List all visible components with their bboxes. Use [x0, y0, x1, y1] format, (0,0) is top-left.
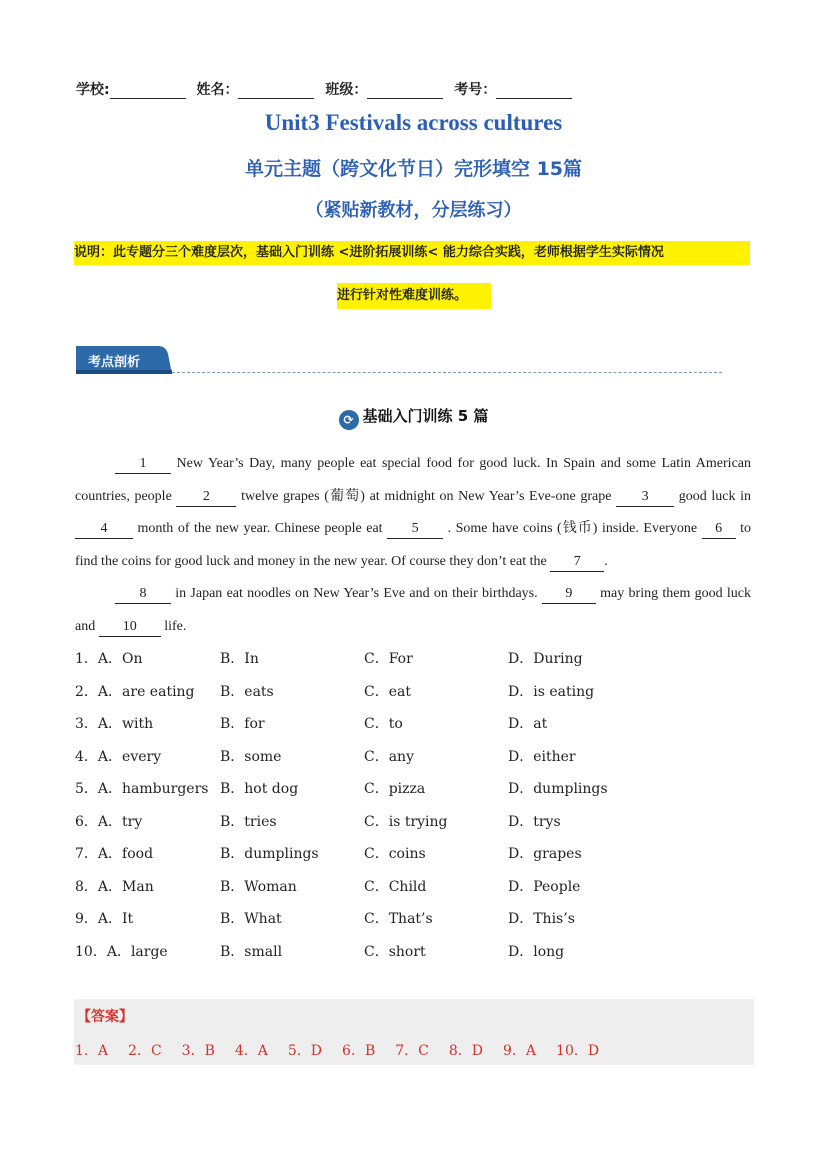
- school-label: 学校:: [76, 82, 110, 98]
- passage-text: New Year’s Day, many people eat special food for good luck. In Spain and some Latin American countries, people: [75, 456, 751, 504]
- class-blank[interactable]: [367, 84, 443, 99]
- page-subtitle-2: （紧贴新教材，分层练习）: [305, 200, 522, 221]
- option-d[interactable]: D．People: [508, 878, 581, 895]
- option-b[interactable]: B．for: [220, 716, 265, 732]
- blank-9[interactable]: 9: [542, 585, 596, 604]
- option-b[interactable]: B．In: [220, 651, 259, 667]
- blank-3[interactable]: 3: [616, 488, 674, 507]
- option-d[interactable]: D．grapes: [508, 846, 582, 862]
- option-row-2: [75, 676, 755, 709]
- option-row-1: [75, 643, 755, 676]
- option-b[interactable]: B．Woman: [220, 878, 297, 895]
- option-a-text: A．every: [97, 748, 162, 765]
- note-line-1: 说明：此专题分三个难度层次，基础入门训练 <进阶拓展训练< 能力综合实践，老师根据学生实际情况: [74, 241, 750, 265]
- option-b[interactable]: B．tries: [220, 813, 277, 830]
- section-tag-label: 考点剖析: [88, 355, 141, 370]
- passage-paragraph-2: [75, 578, 751, 643]
- answer-item: 3．B: [181, 1043, 215, 1059]
- option-a[interactable]: [75, 936, 168, 969]
- option-row-10: [75, 936, 755, 969]
- option-b[interactable]: B．eats: [220, 683, 274, 700]
- option-a-text: A．try: [97, 813, 143, 830]
- blank-10[interactable]: 10: [99, 618, 161, 637]
- answer-item: 10．D: [556, 1043, 600, 1059]
- option-c[interactable]: C．coins: [364, 846, 426, 862]
- option-d[interactable]: D．either: [508, 748, 576, 765]
- option-a[interactable]: [75, 676, 195, 709]
- option-a-text: A．food: [97, 846, 154, 862]
- passage-text: twelve grapes (葡萄) at midnight on New Year’s Eve-one grape: [236, 488, 617, 504]
- option-a-text: A．Man: [97, 878, 154, 895]
- option-a-text: A．On: [97, 651, 143, 667]
- blank-1[interactable]: 1: [115, 455, 171, 474]
- answer-item: 5．D: [287, 1043, 323, 1059]
- dashed-divider: [172, 372, 722, 373]
- option-a-text: A．are eating: [97, 683, 195, 700]
- passage-text: good luck in: [674, 488, 751, 504]
- option-row-9: [75, 903, 755, 936]
- section-heading-text: 基础入门训练 5 篇: [362, 407, 489, 425]
- blank-8[interactable]: 8: [115, 585, 171, 604]
- option-b[interactable]: B．small: [220, 943, 283, 960]
- option-d[interactable]: D．trys: [508, 813, 561, 830]
- option-b[interactable]: B．What: [220, 911, 282, 927]
- question-number: 3．: [75, 716, 98, 732]
- option-a[interactable]: [75, 773, 208, 806]
- option-row-6: [75, 806, 755, 839]
- passage-paragraph-1: [75, 448, 751, 578]
- option-d[interactable]: D．at: [508, 716, 548, 732]
- exam-no-blank[interactable]: [496, 84, 572, 99]
- option-c[interactable]: C．That’s: [364, 911, 433, 927]
- name-label: 姓名：: [196, 82, 239, 98]
- section-heading: [0, 405, 827, 430]
- question-number: 7．: [75, 846, 98, 862]
- passage-text: . Some have coins (钱币) inside. Everyone: [443, 521, 702, 536]
- answer-item: 2．C: [128, 1043, 162, 1059]
- passage-text: month of the new year. Chinese people eat: [133, 521, 388, 536]
- option-c[interactable]: C．is trying: [364, 813, 448, 830]
- option-c[interactable]: C．For: [364, 651, 413, 667]
- blank-2[interactable]: 2: [176, 488, 236, 507]
- option-a-text: A．It: [97, 911, 134, 927]
- option-b[interactable]: B．dumplings: [220, 846, 319, 862]
- option-d[interactable]: D．long: [508, 943, 565, 960]
- passage-text: in Japan eat noodles on New Year’s Eve and on their birthdays.: [171, 586, 542, 601]
- option-a-text: A．large: [106, 943, 168, 960]
- option-row-4: [75, 741, 755, 774]
- exam-no-label: 考号：: [454, 82, 497, 98]
- option-c[interactable]: C．to: [364, 716, 403, 732]
- page-title: Unit3 Festivals across cultures: [264, 110, 563, 135]
- question-number: 5．: [75, 781, 98, 797]
- option-a-text: A．hamburgers: [97, 781, 209, 797]
- option-a[interactable]: [75, 643, 143, 676]
- refresh-icon: ⟳: [339, 410, 359, 430]
- option-a[interactable]: [75, 708, 153, 741]
- class-label: 班级：: [325, 82, 368, 98]
- answer-label: 【答案】: [77, 1009, 133, 1025]
- option-row-7: [75, 838, 755, 871]
- question-number: 2．: [75, 683, 98, 700]
- question-number: 10．: [75, 943, 107, 960]
- option-a[interactable]: [75, 806, 142, 839]
- option-c[interactable]: C．any: [364, 748, 414, 765]
- option-b[interactable]: B．hot dog: [220, 781, 299, 797]
- answer-item: 9．A: [503, 1043, 537, 1059]
- option-a-text: A．with: [97, 716, 154, 732]
- answer-list: [75, 1040, 619, 1060]
- blank-6[interactable]: 6: [702, 520, 736, 539]
- answer-item: 7．C: [395, 1043, 429, 1059]
- option-row-5: [75, 773, 755, 806]
- note-line-2: 进行针对性难度训练。: [337, 283, 491, 309]
- option-a[interactable]: [75, 838, 153, 871]
- option-b[interactable]: B．some: [220, 748, 282, 765]
- option-a[interactable]: [75, 741, 161, 774]
- answer-item: 4．A: [234, 1043, 268, 1059]
- question-number: 8．: [75, 878, 98, 895]
- answer-item: 6．B: [342, 1043, 376, 1059]
- option-row-8: [75, 871, 755, 904]
- school-blank[interactable]: [110, 84, 186, 99]
- option-c[interactable]: C．pizza: [364, 781, 426, 797]
- answer-item: 1．A: [75, 1043, 109, 1059]
- passage-text: may bring them good luck and: [75, 586, 751, 634]
- name-blank[interactable]: [238, 84, 314, 99]
- option-a[interactable]: [75, 871, 154, 904]
- option-c[interactable]: C．short: [364, 943, 426, 960]
- question-number: 6．: [75, 813, 98, 830]
- question-number: 9．: [75, 911, 98, 927]
- option-c[interactable]: C．eat: [364, 683, 411, 700]
- answer-item: 8．D: [448, 1043, 483, 1059]
- page-subtitle: 单元主题（跨文化节日）完形填空 15篇: [244, 158, 583, 180]
- option-d[interactable]: D．During: [508, 651, 583, 667]
- option-d[interactable]: D．is eating: [508, 683, 595, 700]
- option-c[interactable]: C．Child: [364, 878, 427, 895]
- option-row-3: [75, 708, 755, 741]
- blank-7[interactable]: 7: [550, 553, 604, 572]
- question-number: 1．: [75, 651, 98, 667]
- passage-text: life.: [160, 618, 187, 634]
- passage-text: .: [604, 553, 608, 569]
- blank-5[interactable]: 5: [387, 520, 443, 539]
- option-a[interactable]: [75, 903, 133, 936]
- option-d[interactable]: D．dumplings: [508, 781, 608, 797]
- question-number: 4．: [75, 748, 98, 765]
- options-list: [75, 643, 755, 968]
- blank-4[interactable]: 4: [75, 520, 133, 539]
- option-d[interactable]: D．This’s: [508, 911, 575, 927]
- student-info-row: [76, 79, 578, 99]
- passage-text: to find the coins for good luck and money in the new year. Of course they don’t eat the: [75, 521, 751, 569]
